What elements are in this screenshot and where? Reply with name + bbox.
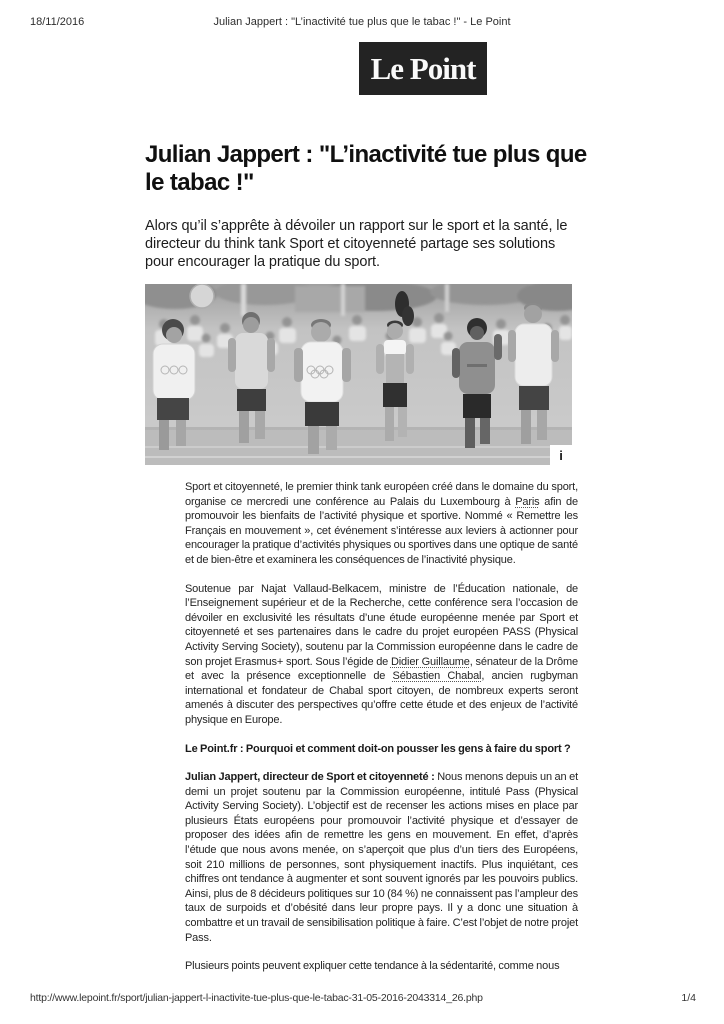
balloon: [190, 284, 214, 308]
paragraph-text: , ancien rugbyman international et fondateur de Chabal sport citoyen, de nombreux experts seront amenés à discuter des perspectives qu’offre cette étude et des enjeux de l’activité physique en Europe.: [185, 670, 578, 726]
print-footer-url: http://www.lepoint.fr/sport/julian-jappert-l-inactivite-tue-plus-que-le-tabac-31-05-2016-2043314_26.php: [30, 992, 483, 1004]
info-icon[interactable]: i: [559, 448, 563, 463]
print-page-indicator: 1/4: [681, 992, 696, 1004]
link-sebastien-chabal[interactable]: Sébastien Chabal: [392, 670, 482, 683]
paragraph-text: , sénateur de la Drôme et avec la présence exceptionnelle de: [185, 655, 578, 683]
runners-photo-illustration: [145, 284, 572, 465]
article-body: [185, 480, 578, 988]
article-photo: [145, 284, 572, 465]
print-document-title: Julian Jappert : "L’inactivité tue plus que le tabac !" - Le Point: [213, 16, 511, 28]
article-lede: Alors qu’il s’apprête à dévoiler un rapport sur le sport et la santé, le directeur du think tank Sport et citoyenneté partage ses solutions pour encourager la pratique du sport.: [145, 218, 568, 271]
paragraph-2: [185, 582, 578, 728]
paragraph-text: Sport et citoyenneté, le premier think tank européen créé dans le domaine du sport, organise ce mercredi une conférence au Palais du Luxembourg à: [185, 481, 578, 508]
lepoint-logo-text: Le Point: [370, 50, 476, 86]
article-title: Julian Jappert : "L’inactivité tue plus que le tabac !": [145, 141, 587, 196]
print-date: 18/11/2016: [30, 16, 85, 28]
paragraph-text: Soutenue par Najat Vallaud-Belkacem, ministre de l’Éducation nationale, de l’Enseignement supérieur et de la Recherche, cette conférence sera l’occasion de dévoiler en exclusivité les résultats d’une étude européenne menée par Sport et citoyenneté et ses partenaires dans le cadre du projet européen PASS (Physical Activity Serving Society), soutenu par la Commission européenne dans le cadre de son projet Erasmus+ sport. Sous l’égide de: [185, 582, 578, 668]
paragraph-3: [185, 770, 578, 945]
interview-speaker: Julian Jappert, directeur de Sport et citoyenneté :: [185, 771, 435, 784]
paragraph-1: [185, 480, 578, 568]
interview-question: Le Point.fr : Pourquoi et comment doit-on pousser les gens à faire du sport ?: [185, 742, 571, 755]
paragraph-text: Nous menons depuis un an et demi un projet soutenu par la Commission européenne, intitulé Pass (Physical Activity Serving Society). L’objectif est de recenser les actions mises en place par plusieurs États européens pour promouvoir l’activité physique et d’essayer de proposer des idées afin de remettre les gens en mouvement. En effet, d’après l’étude que nous avons menée, on s’aperçoit que plus d’un tiers des Européens, soit 210 millions de personnes, sont physiquement inactifs. Plus inquiétant, ces chiffres ont tendance à augmenter et sont souvent ignorés par les pouvoirs publics. Ainsi, plus de 8 décideurs politiques sur 10 (84 %) ne connaissent pas l’ampleur des taux de surpoids et d’obésité dans leur propre pays. Il y a donc une situation à combattre et un travail de sensibilisation politique à faire. C’est l’objet de notre projet Pass.: [185, 771, 578, 944]
photo-info-badge[interactable]: [550, 445, 572, 465]
paragraph-4-partial: Plusieurs points peuvent expliquer cette tendance à la sédentarité, comme nous: [185, 960, 560, 973]
link-paris[interactable]: Paris: [515, 495, 540, 508]
link-didier-guillaume[interactable]: Didier Guillaume: [390, 655, 470, 668]
lepoint-logo: [359, 42, 487, 95]
paragraph-text: afin de promouvoir les bienfaits de l’activité physique et sportive. Nommé « Remettre les Français en mouvement », cet événement s’intéresse aux leviers à actionner pour encourager la pratique d’activités physiques ou sportives dans une optique de santé et de bien-être et examinera les conséquences de l’inactivité physique.: [185, 495, 578, 566]
